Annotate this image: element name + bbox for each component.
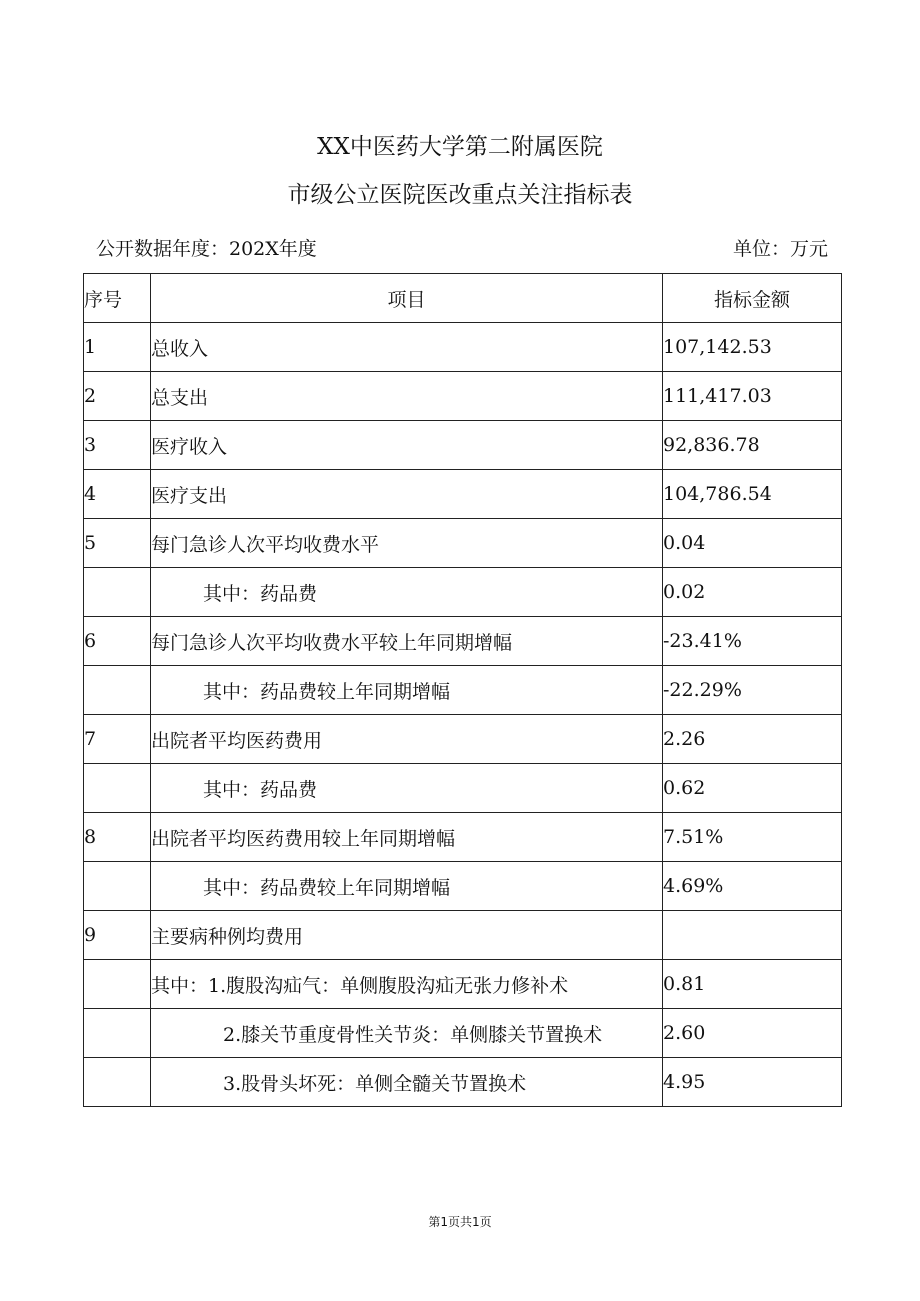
row-item: 其中：药品费较上年同期增幅 — [151, 862, 663, 911]
document-title: XX中医药大学第二附属医院 — [317, 134, 603, 160]
row-number: 1 — [84, 323, 151, 372]
row-item: 总收入 — [151, 323, 663, 372]
table-row — [84, 1009, 842, 1058]
table-row — [84, 813, 842, 862]
row-number: 9 — [84, 911, 151, 960]
row-amount: 104,786.54 — [663, 470, 842, 519]
row-item: 其中：药品费较上年同期增幅 — [151, 666, 663, 715]
row-number: 3 — [84, 421, 151, 470]
row-amount: 107,142.53 — [663, 323, 842, 372]
header-item: 项目 — [151, 274, 663, 323]
row-number — [84, 764, 151, 813]
table-row — [84, 960, 842, 1009]
table-row — [84, 666, 842, 715]
row-amount: -23.41% — [663, 617, 842, 666]
row-amount: -22.29% — [663, 666, 842, 715]
row-item: 医疗支出 — [151, 470, 663, 519]
header-number: 序号 — [84, 274, 151, 323]
table-row — [84, 617, 842, 666]
row-item: 医疗收入 — [151, 421, 663, 470]
document-subtitle: 市级公立医院医改重点关注指标表 — [287, 182, 633, 208]
row-amount: 0.02 — [663, 568, 842, 617]
table-row — [84, 519, 842, 568]
table-row — [84, 911, 842, 960]
table-row — [84, 568, 842, 617]
row-number: 8 — [84, 813, 151, 862]
unit-label: 单位：万元 — [732, 238, 828, 260]
row-amount: 7.51% — [663, 813, 842, 862]
indicator-table — [83, 273, 842, 1107]
row-number — [84, 960, 151, 1009]
row-item: 其中：药品费 — [151, 764, 663, 813]
row-amount: 0.04 — [663, 519, 842, 568]
table-header-row — [84, 274, 842, 323]
table-row — [84, 715, 842, 764]
row-amount: 2.60 — [663, 1009, 842, 1058]
data-year-label: 公开数据年度：202X年度 — [96, 238, 317, 260]
table-row — [84, 323, 842, 372]
row-amount: 4.95 — [663, 1058, 842, 1107]
table-row — [84, 862, 842, 911]
row-amount: 0.81 — [663, 960, 842, 1009]
row-item: 出院者平均医药费用较上年同期增幅 — [151, 813, 663, 862]
row-amount: 111,417.03 — [663, 372, 842, 421]
row-amount — [663, 911, 842, 960]
table-row — [84, 421, 842, 470]
row-amount: 92,836.78 — [663, 421, 842, 470]
row-amount: 0.62 — [663, 764, 842, 813]
row-number: 6 — [84, 617, 151, 666]
row-number: 5 — [84, 519, 151, 568]
row-amount: 2.26 — [663, 715, 842, 764]
row-item: 出院者平均医药费用 — [151, 715, 663, 764]
page-footer: 第1页共1页 — [428, 1215, 492, 1229]
row-number — [84, 666, 151, 715]
row-item: 其中：1.腹股沟疝气：单侧腹股沟疝无张力修补术 — [151, 960, 663, 1009]
row-item: 主要病种例均费用 — [151, 911, 663, 960]
table-row — [84, 1058, 842, 1107]
row-number — [84, 862, 151, 911]
row-number: 2 — [84, 372, 151, 421]
row-number — [84, 1009, 151, 1058]
row-item: 每门急诊人次平均收费水平 — [151, 519, 663, 568]
row-item: 每门急诊人次平均收费水平较上年同期增幅 — [151, 617, 663, 666]
row-item: 3.股骨头坏死：单侧全髓关节置换术 — [151, 1058, 663, 1107]
row-item: 2.膝关节重度骨性关节炎：单侧膝关节置换术 — [151, 1009, 663, 1058]
table-row — [84, 764, 842, 813]
row-item: 总支出 — [151, 372, 663, 421]
row-number — [84, 568, 151, 617]
row-item: 其中：药品费 — [151, 568, 663, 617]
table-row — [84, 470, 842, 519]
row-amount: 4.69% — [663, 862, 842, 911]
row-number — [84, 1058, 151, 1107]
row-number: 7 — [84, 715, 151, 764]
row-number: 4 — [84, 470, 151, 519]
table-row — [84, 372, 842, 421]
header-amount: 指标金额 — [663, 274, 842, 323]
